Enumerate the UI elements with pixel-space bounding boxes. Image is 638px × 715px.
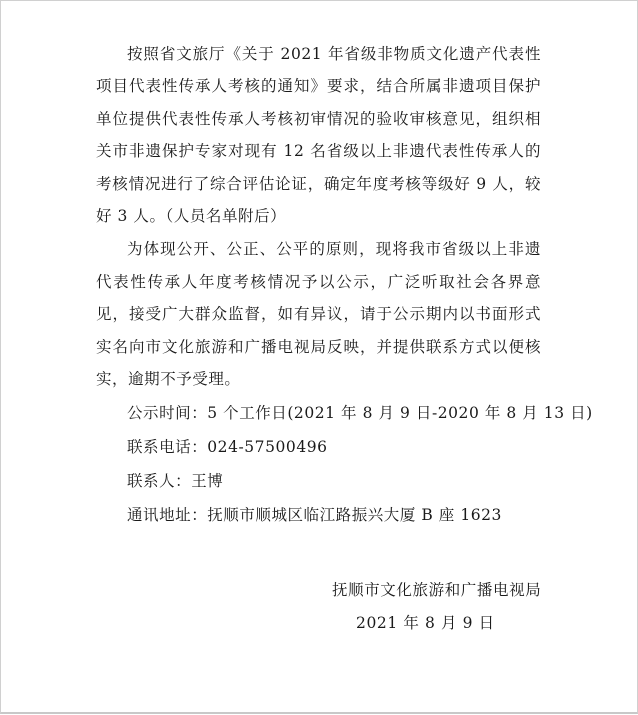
document-body: [96, 38, 593, 532]
contact-person: 联系人：王博: [127, 472, 224, 491]
publicity-period: 公示时间：5 个工作日(2021 年 8 月 9 日-2020 年 8 月 13 日): [127, 404, 593, 423]
signature-date: 2021 年 8 月 9 日: [356, 614, 495, 632]
contact-info: [96, 396, 593, 532]
paragraph-publicity: 为体现公开、公正、公平的原则，现将我市省级以上非遗代表性传承人年度考核情况予以公示，广泛听取社会各界意见，接受广大群众监督，如有异议，请于公示期内以书面形式实名向市文化旅游和广播电视局反映，并提供联系方式以便核实，逾期不予受理。: [96, 240, 541, 389]
contact-phone: 联系电话：024-57500496: [127, 438, 328, 457]
mailing-address: 通讯地址：抚顺市顺城区临江路振兴大厦 B 座 1623: [127, 506, 502, 525]
signature-organization: 抚顺市文化旅游和广播电视局: [332, 581, 542, 599]
paragraph-notice-intro: 按照省文旅厅《关于 2021 年省级非物质文化遗产代表性项目代表性传承人考核的通知》要求，结合所属非遗项目保护单位提供代表性传承人考核初审情况的验收审核意见，组织相关市非遗保护专家对现有 12 名省级以上非遗代表性传承人的考核情况进行了综合评估论证，确定年度考核等级好 9 人，较好 3 人。（人员名单附后）: [96, 45, 541, 226]
